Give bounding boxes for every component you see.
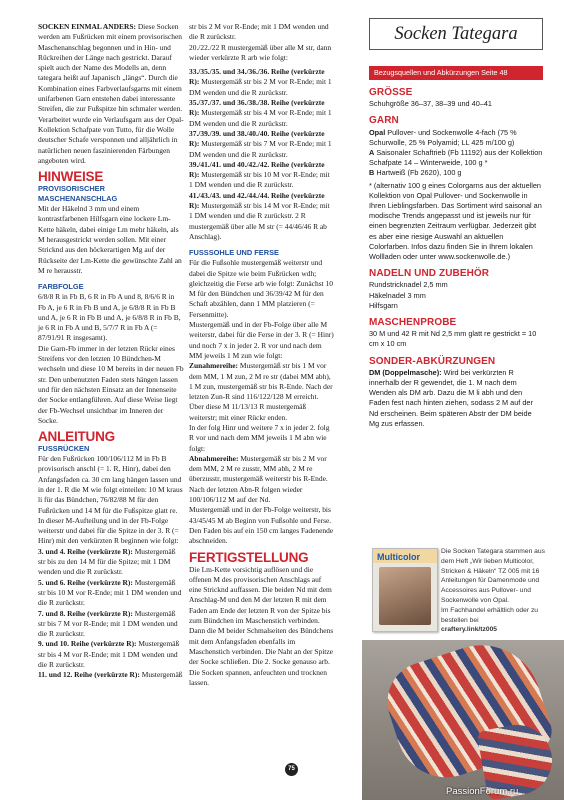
magazine-photo [379, 567, 431, 625]
fussruecken-heading: FUSSRÜCKEN [38, 444, 90, 454]
garn-a [369, 148, 543, 168]
intro-paragraph [38, 22, 184, 166]
prov-text: Mit der Häkelnd 3 mm und einem kontrastfarbenen Hilfsgarn eine lockere Lm-Kette häkeln, dabei einige Lm mehr häkeln, als M herausgestrickt werden sollen. Mit einer Stricknd aus den höckerartigen Mg auf der Rückseite der Lm-Kette die gewünschte Zahl an M re herausstr. [38, 204, 182, 275]
abnahme-lead: Abnahmereihe: [189, 453, 239, 463]
row-37-step [189, 129, 334, 160]
row-7-step [38, 609, 184, 640]
row-11-lead: 11. und 12. Reihe (verkürzte R): [38, 670, 140, 680]
abnahme-intro: In der folg Hinr und weitere 7 x in jeder 2. folg R vor und nach dem MM jeweils 1 M abn wie folgt: [189, 422, 330, 453]
row-11-text: Mustergemäß [141, 670, 183, 680]
hinweise-heading: HINWEISE [38, 169, 104, 185]
maschenprobe-text: 30 M und 42 R mit Nd 2,5 mm glatt re gestrickt = 10 cm x 10 cm [369, 329, 537, 349]
zunahme-lead: Zunahmereihe: [189, 361, 239, 371]
garn-opal-brand: Opal [369, 127, 386, 137]
abnahme-text-2: Mustergemäß und in der Fb-Folge weiterstr, bis 43/45/45 M ab Beginn von Fußsohle und Ferse. Den Faden bis auf ein 150 cm langes Fadenende abschneiden. [189, 505, 334, 546]
row-7-lead: 7. und 8. Reihe (verkürzte R): [38, 608, 133, 618]
sonder-term: DM (Doppelmasche): [369, 367, 442, 377]
prov-heading: PROVISORISCHER MASCHENANSCHLAG [38, 184, 118, 204]
row-9-lead: 9. und 10. Reihe (verkürzte R): [38, 639, 137, 649]
magazine-title: Multicolor [377, 552, 420, 562]
abnahme-text: Mustergemäß str bis 2 M vor dem MM, 2 M re zusstr, MM abh, 2 M re überzusstr, mustergemäß weiterstr bis R-Ende. Nach der letzten Abn-R folgen wieder 100/106/112 M auf der Nd. [189, 453, 328, 505]
garn-opal [369, 128, 543, 148]
row-41-text: Mustergemäß str bis 14 M vor R-Ende; mit 1 DM wenden und die R zurückstr. 2 R mustergemäß über alle M str (= 44/46/46 R ab Anschlag). [189, 201, 330, 241]
row-3-text: Mustergemäß str bis zu den 14 M für die Spitze; mit 1 DM wenden und die R zurückstr. [38, 546, 176, 577]
maschenprobe-heading: MASCHENPROBE [369, 317, 457, 329]
nadeln-3: Hilfsgarn [369, 300, 398, 310]
row-5-lead: 5. und 6. Reihe (verkürzte R): [38, 577, 133, 587]
abnahme-step [189, 454, 334, 505]
garn-b [369, 168, 543, 178]
groesse-text: Schuhgröße 36–37, 38–39 und 40–41 [369, 99, 492, 109]
row-37-text: Mustergemäß str bis 7 M vor R-Ende; mit 1 DM wenden und die R zurückstr. [189, 139, 332, 159]
sonder-def: Wird bei verkürzten R innerhalb der R gewendet, die 1. M nach dem Wenden als DM arb. Dazu die M li abh und den Faden fest nach hinten ziehen, sodass 2 M auf der Nd erscheinen. Beim späteren Abstr der DM beide Mg zus erfassen. [369, 367, 533, 428]
magazine-caption [441, 547, 549, 635]
magazine-caption-text: Die Socken Tategara stammen aus dem Heft „Wir lieben Multicolor, Stricken & Häkeln“ TZ 005 mit 16 Anleitungen für Damenmode und Accessoires aus Pullover- und Sockenwolle von Opal. [441, 548, 545, 604]
magazine-link[interactable] [441, 625, 549, 635]
row-41-lead: 41./43./43. und 42./44./44. Reihe (verkürzte R): [189, 190, 325, 211]
row-33-step [189, 67, 334, 98]
row-5-text: Mustergemäß str bis 10 M vor R-Ende; mit 1 DM wenden und die R zurückstr. [38, 577, 182, 608]
fertigstellung-text: Die Lm-Kette vorsichtig auflösen und die offenen M des provisorischen Anschlags auf eine Stricknd auffassen. Die beiden Nd mit dem Anschlag-M und den M der letzten R mit dem Faden am Ende der letzten R von der Spitze bis zum Bündchen im Maschenstich verbinden. Dann die M beider Schmalseiten des Bündchens mit dem Anfangsfaden ebenfalls im Maschenstich verbinden. Die Naht an der Spitze der Socke schließen. Die 2. Socke genauso arb. [189, 564, 334, 667]
row-39-lead: 39./41./41. und 40./42./42. Reihe (verkürzte R): [189, 159, 325, 180]
fusssohle-text: Für die Fußsohle mustergemäß weiterstr und dabei die Spitze wie beim Fußrücken wdh; gleichzeitig die Ferse arb wie folgt: Zunächst 10 M für den Bündchen und 36/39/42 M für den Schaft abzählen, dann 1 MM platzieren (= Fersenmitte). [189, 258, 333, 319]
nadeln-1: Rundstricknadel 2,5 mm [369, 280, 448, 290]
row-35-step [189, 98, 334, 129]
row-3-lead: 3. und 4. Reihe (verkürzte R): [38, 546, 133, 556]
garn-b-label: B [369, 168, 375, 178]
row-37-lead: 37./39./39. und 38./40./40. Reihe (verkürzte R): [189, 128, 325, 149]
farbfolge-text: 6/8/8 R in Fb B, 6 R in Fb A und 8, 8/6/6 R in Fb A, je 6 R in Fb B und A, je 6/8/8 R in Fb B und A, je 6 R in Fb B und A, je 6/8/8 R in Fb B, je 6 R in Fb A und B, 5/7/7 R in Fb A (= 87/91/91 R insgesamt). [38, 292, 181, 343]
magazine-cover [372, 548, 438, 632]
info-sidebar [369, 18, 543, 429]
sonder-text [369, 368, 543, 429]
fussruecken-text-2: In dieser M-Aufteilung und in der Fb-Folge weiterstr und dabei für die Spitze in der 3. R (= Hinr) mit den verkürzten R beginnen wie folgt: [38, 515, 179, 546]
page-title: Socken Tategara [369, 18, 543, 50]
fussruecken-text: Für den Fußrücken 100/106/112 M in Fb B provisorisch anschl (= 1. R, Hinr), dabei den Anfangsfaden ca. 30 cm lang hängen lassen und in der 1. R die M wie folgt einteilen: 10 M kraus li für das Bündchen, 76/82/88 M für den Fußrücken und 14 M für die Fußspitze glatt re. [38, 454, 183, 515]
cont-1: str bis 2 M vor R-Ende; mit 1 DM wenden und die R zurückstr. [189, 22, 329, 42]
nadeln-heading: NADELN UND ZUBEHÖR [369, 268, 490, 280]
row-7-text: Mustergemäß str bis 7 M vor R-Ende; mit 1 DM wenden und die R zurückstr. [38, 608, 178, 639]
garn-b-text: Hartweiß (Fb 2620), 100 g [376, 168, 462, 178]
intro-lead: SOCKEN EINMAL ANDERS: [38, 22, 136, 31]
magazine-caption-text-2: Im Fachhandel erhältlich oder zu bestellen bei [441, 606, 539, 624]
garn-a-label: A [369, 148, 375, 158]
row-33-lead: 33./35./35. und 34./36./36. Reihe (verkürzte R): [189, 67, 325, 87]
zunahme-text: Mustergemäß str bis 1 M vor dem MM, 1 M zun, 2 M re str (dabei MM abh), 1 M zun, mustergemäß str bis R-Ende. Nach der letzten Zun-R sind 116/122/128 M erreicht. [189, 361, 333, 402]
garn-opal-text: Pullover- und Sockenwolle 4-fach (75 % Schurwolle, 25 % Polyamid; LL 425 m/100 g) [369, 127, 517, 147]
column-1 [38, 22, 184, 681]
row-39-text: Mustergemäß str bis 10 M vor R-Ende; mit 1 DM wenden und die R zurückstr. [189, 170, 330, 190]
cont-2: 20./22./22 R mustergemäß über alle M str, dann wieder verkürzte R arb wie folgt: [189, 42, 332, 62]
fertigstellung-text-2: Die Socken spannen, anfeuchten und trocknen lassen. [189, 667, 327, 687]
row-3-step [38, 547, 184, 578]
row-39-step [189, 160, 334, 191]
fertigstellung-heading: FERTIGSTELLUNG [189, 549, 309, 565]
sock-photo [362, 640, 564, 800]
nadeln-2: Häkelnadel 3 mm [369, 290, 426, 300]
farbfolge-text-2: Die Garn-Fb immer in der letzten Rückr eines Streifens vor den letzten 10 Bündchen-M wechseln und diese 10 M bereits in der neuen Fb str. Den unbenutzten Faden stets hängen lassen und für den nächsten Einsatz an der Innenseite der Socke entlangführen. Auf diese Weise liegt der Fb-Wechsel unsichtbar im Inneren der Socke. [38, 343, 184, 425]
garn-note: * (alternativ 100 g eines Colorgarns aus der aktuellen Kollektion von Opal Pullover- und Sockenwolle in Ihren Lieblingsfarben. Das Sortiment wird saisonal an modische Trends angepasst und ist jeweils nur für einen begrenzten Zeitraum verfügbar. Jederzeit gibt es aber eine riesige Auswahl an aktuellen Colorfarben. Infos dazu finden Sie in Ihrem lokalen Wollladen oder unter www.sockenwolle.de.) [369, 180, 542, 262]
magazine-link-text[interactable]: craftery.link/tz005 [441, 626, 498, 634]
garn-heading: GARN [369, 115, 399, 127]
fusssohle-text-2: Mustergemäß und in der Fb-Folge über alle M weiterstr, dabei für die Ferse in der 3. R (= Hinr) und noch 7 x in jeder 2. R vor und nach dem MM jeweils 1 M zun wie folgt: [189, 320, 334, 360]
row-9-text: Mustergemäß str bis 4 M vor R-Ende; mit 1 DM wenden und die R zurückstr. [38, 639, 180, 670]
anleitung-heading: ANLEITUNG [38, 429, 115, 445]
sonder-heading: SONDER-ABKÜRZUNGEN [369, 355, 496, 367]
watermark: PassionForum.ru [446, 786, 519, 797]
groesse-heading: GRÖSSE [369, 87, 413, 98]
farbfolge-heading: FARBFOLGE [38, 282, 84, 292]
garn-a-text: Saisonaler Schaftrieb (Fb 11192) aus der Kollektion Schafpate 14 – Winterweide, 100 g * [369, 148, 543, 168]
row-33-text: Mustergemäß str bis 2 M vor R-Ende; mit 1 DM wenden und die R zurückstr. [189, 77, 332, 97]
zunahme-step [189, 361, 334, 402]
page-number: 75 [285, 763, 298, 776]
row-9-step [38, 639, 184, 670]
column-2 [189, 22, 334, 688]
intro-text: Diese Socken werden am Fußrücken mit einem provisorischen Maschenanschlag begonnen und in Hin- und Rückreihen der Länge nach gestrickt. Darauf spielt auch der Name des Modells an, denn tategara heißt auf Japanisch „längs“. Durch die Kombination eines Farbverlaufsgarns mit einem unifarbenen Garn entstehen dabei interessante Streifen, die zur Fußspitze hin schmaler werden. Verarbeitet wurde ein Verlaufsgarn aus der Opal-Kollektion Schafpate von Tutto, für die Wolle deutscher Schafe versponnen und alljährlich in natürlichen neuen faszinierenden Färbungen angeboten wird. [38, 22, 184, 165]
row-35-lead: 35./37./37. und 36./38./38. Reihe (verkürzte R): [189, 98, 325, 118]
row-41-step [189, 191, 334, 242]
row-35-text: Mustergemäß str bis 4 M vor R-Ende; mit 1 DM wenden und die R zurückstr. [189, 108, 332, 128]
bezug-bar: Bezugsquellen und Abkürzungen Seite 48 [369, 66, 543, 80]
fusssohle-heading: FUSSSOHLE UND FERSE [189, 248, 279, 258]
row-5-step [38, 578, 184, 609]
zunahme-text-2: Über diese M 11/13/13 R mustergemäß weiterstr; mit einer Rückr enden. [189, 402, 307, 422]
row-11-step [38, 670, 184, 680]
